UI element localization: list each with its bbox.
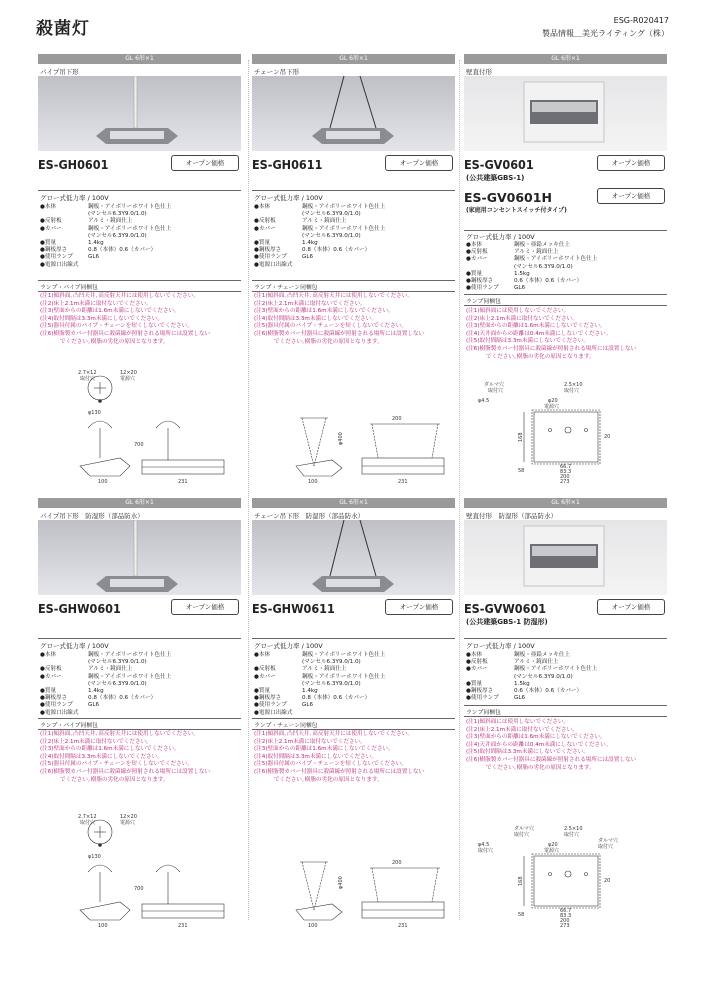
price-badge: オープン価格 [597,155,665,171]
product-photo [38,76,241,151]
divider [464,294,667,295]
spec-row: ●鋼板厚さ 0.8（本体）0.6（カバー） [40,247,157,254]
spec-row: ●カバー 鋼板・アイボリーホワイト色仕上 [466,666,598,673]
svg-text:取付穴: 取付穴 [564,832,580,838]
divider [252,291,455,292]
divider [252,729,455,730]
included-items: ランプ・チェーン同梱包 [254,723,318,729]
spec-row: ●本体 鋼板・亜鉛メッキ仕上 [466,242,570,248]
spec-row: (マンセル6.3Y9.0/1.0) [302,680,361,687]
svg-text:200: 200 [560,474,570,480]
spec-row: (マンセル6.3Y9.0/1.0) [88,232,147,239]
dimension-drawing [38,810,241,928]
svg-text:2.5×10: 2.5×10 [564,382,583,388]
svg-text:700: 700 [134,442,144,448]
spec-row: ●本体 鋼板・アイボリーホワイト色仕上 [254,204,386,210]
dimension-drawing [464,822,667,928]
document-id-block [542,14,669,40]
svg-text:電源穴: 電源穴 [120,376,136,382]
lamp-type-bar: GL 6形×1 [38,498,241,508]
svg-text:200: 200 [392,416,402,422]
model-number: ES-GH0601 [38,157,109,172]
spec-list [466,652,597,702]
product-cell-gv0601 [464,54,667,484]
lamp-type-bar: GL 6形×1 [252,54,455,64]
spec-heading: グロー式低力率 / 100V [254,194,323,202]
price-badge: オープン価格 [385,599,453,615]
spec-row: ●使用ランプ GL6 [466,285,526,292]
divider [464,716,667,717]
price-badge: オープン価格 [171,599,239,615]
svg-text:168: 168 [518,876,524,886]
divider [464,305,667,306]
model-number-variant: ES-GV0601H [464,190,552,205]
spec-row: ●反射板 アルミ・鏡面仕上 [40,666,133,673]
svg-text:168: 168 [518,432,524,442]
spec-row: ●使用ランプ GL6 [466,695,526,702]
mount-type: チェーン吊下形 防湿形（部品防水） [254,512,365,520]
spec-row: ●カバー 鋼板・アイボリーホワイト色仕上 [466,256,598,263]
svg-text:φ400: φ400 [338,876,344,889]
svg-text:φ4.5: φ4.5 [478,842,490,848]
mount-type: パイプ吊下形 [40,68,79,76]
spec-row: ●カバー 鋼板・アイボリーホワイト色仕上 [40,225,172,232]
column-separator [248,60,249,920]
svg-text:200: 200 [560,918,570,924]
spec-list [254,204,385,269]
spec-row: ●本体 鋼板・アイボリーホワイト色仕上 [254,652,386,658]
spec-list [40,652,171,717]
spec-row: ●反射板 アルミ・鏡面仕上 [466,659,559,666]
svg-text:φ130: φ130 [88,854,101,860]
spec-heading: グロー式低力率 / 100V [40,194,109,202]
spec-row: ●質量 1.5kg [466,680,530,687]
product-cell-gh0611 [252,54,455,484]
product-cell-gh0601 [38,54,241,484]
spec-row: ●質量 1.4kg [40,688,104,695]
spec-row: (マンセル6.3Y9.0/1.0) [88,680,147,687]
svg-text:58: 58 [518,468,525,474]
svg-text:ダルマ穴: ダルマ穴 [598,838,619,844]
svg-text:2.7×12: 2.7×12 [78,814,97,820]
svg-text:φ20: φ20 [548,842,558,848]
spec-row: (マンセル6.3Y9.0/1.0) [88,659,147,666]
included-items: ランプ・チェーン同梱包 [254,285,318,291]
svg-text:20: 20 [604,878,611,884]
spec-heading: グロー式低力率 / 100V [466,233,535,241]
product-photo [464,76,667,151]
spec-row: ●質量 1.4kg [254,240,318,247]
svg-text:200: 200 [392,860,402,866]
spec-row: ●鋼板厚さ 0.8（本体）0.6（カバー） [40,695,157,702]
svg-text:100: 100 [308,479,318,484]
svg-text:83.3: 83.3 [560,469,572,475]
model-number: ES-GH0611 [252,157,323,172]
spec-row: ●反射板 アルミ・鏡面仕上 [466,249,559,256]
included-items: ランプ・パイプ同梱包 [40,285,98,291]
document-source: 製品情報＿美光ライティング（株） [542,29,669,38]
svg-text:83.3: 83.3 [560,913,572,919]
price-badge: オープン価格 [171,155,239,171]
spec-row: (マンセル6.3Y9.0/1.0) [302,232,361,239]
page-title: 殺菌灯 [36,19,90,39]
spec-list [40,204,171,269]
caution-notes: (注1)傾斜面､凸凹天井､高反射天井には使用しないでください。 (注2)床上2.1m未満に取付ないでください。 (注3)壁面からの距離は1.6m未満にしないでください。 (注4)取付間隔は3.3m未満にしないでください。 (注5)器具付属のパイプ・チェーンを短くしないでください。 (注6)樹脂製カバー付器具に殺菌線が照射される場所には設置しない でください｡樹脂の劣化の原因となります。 [40,731,211,783]
product-cell-gvw0601 [464,498,667,928]
included-items: ランプ同梱包 [466,299,501,305]
divider [252,280,455,281]
model-number: ES-GHW0601 [38,601,121,616]
svg-text:58: 58 [518,912,525,918]
spec-row: ●使用ランプ GL6 [40,702,100,709]
svg-text:231: 231 [178,923,188,928]
spec-row: (マンセル6.3Y9.0/1.0) [302,211,361,218]
spec-row: ●電源口出線式 [40,709,79,716]
mount-type: パイプ吊下形 防湿形（部品防水） [40,512,144,520]
spec-row: ●鋼板厚さ 0.6（本体）0.6（カバー） [466,278,583,285]
svg-text:12×20: 12×20 [120,814,137,820]
dimension-drawing [464,378,667,484]
svg-text:取付穴: 取付穴 [488,388,504,394]
divider [38,190,241,191]
caution-notes: (注1)傾斜面には使用しないでください。 (注2)床上2.1m未満に取付ないでください。 (注3)壁面からの距離は1.6m未満にしないでください。 (注4)天井面からの距離は0.4m未満にしないでください。 (注5)取付間隔は3.3m未満にしないでください。 (注6)樹脂製カバー付器具に殺菌線が照射される場所には設置しない でください｡樹脂の劣化の原因となります。 [466,308,637,360]
svg-text:2.5×10: 2.5×10 [564,826,583,832]
dimension-drawing [38,366,241,484]
spec-row: ●反射板 アルミ・鏡面仕上 [254,666,347,673]
caution-notes: (注1)傾斜面には使用しないでください。 (注2)床上2.1m未満に取付ないでください。 (注3)壁面からの距離は1.6m未満にしないでください。 (注4)天井面からの距離は0.4m未満にしないでください。 (注5)取付間隔は3.3m未満にしないでください。 (注6)樹脂製カバー付器具に殺菌線が照射される場所には設置しない でください｡樹脂の劣化の原因となります。 [466,719,637,771]
model-standard: (公共建築GBS-1 防湿形) [466,618,548,626]
spec-row: ●質量 1.5kg [466,270,530,277]
svg-text:取付穴: 取付穴 [514,832,530,838]
product-cell-ghw0601 [38,498,241,928]
svg-text:φ4.5: φ4.5 [478,398,490,404]
spec-row: ●電源口出線式 [254,709,293,716]
model-number: ES-GVW0601 [464,601,547,616]
spec-row: (マンセル6.3Y9.0/1.0) [514,673,573,680]
model-variant-note: (家庭用コンセントスイッチ付タイプ) [466,207,567,214]
spec-row: ●カバー 鋼板・アイボリーホワイト色仕上 [40,673,172,680]
divider [38,729,241,730]
divider [464,705,667,706]
spec-row: ●使用ランプ GL6 [254,702,314,709]
svg-text:取付穴: 取付穴 [598,844,614,850]
lamp-type-bar: GL 6形×1 [38,54,241,64]
svg-text:取付穴: 取付穴 [564,388,580,394]
mount-type: 壁直付形 [466,68,492,76]
divider [252,190,455,191]
spec-row: (マンセル6.3Y9.0/1.0) [514,263,573,270]
spec-row: ●電源口出線式 [254,261,293,268]
column-separator [459,60,460,920]
spec-row: ●鋼板厚さ 0.6（本体）0.6（カバー） [466,688,583,695]
svg-text:231: 231 [398,923,408,928]
svg-text:66.7: 66.7 [560,464,572,470]
spec-row: ●質量 1.4kg [254,688,318,695]
spec-row: ●カバー 鋼板・アイボリーホワイト色仕上 [254,673,386,680]
svg-text:取付穴: 取付穴 [478,848,494,854]
spec-row: ●反射板 アルミ・鏡面仕上 [254,218,347,225]
spec-row: ●本体 鋼板・アイボリーホワイト色仕上 [40,652,172,658]
caution-notes: (注1)傾斜面､凸凹天井､高反射天井には使用しないでください。 (注2)床上2.1m未満に取付ないでください。 (注3)壁面からの距離は1.6m未満にしないでください。 (注4)取付間隔は3.3m未満にしないでください。 (注5)器具付属のパイプ・チェーンを短くしないでください。 (注6)樹脂製カバー付器具に殺菌線が照射される場所には設置しない でください｡樹脂の劣化の原因となります。 [254,293,425,345]
svg-text:12×20: 12×20 [120,370,137,376]
product-photo [252,520,455,595]
svg-text:φ130: φ130 [88,410,101,416]
spec-heading: グロー式低力率 / 100V [254,642,323,650]
svg-text:電源穴: 電源穴 [544,404,560,410]
svg-text:ダルマ穴: ダルマ穴 [514,826,535,832]
spec-heading: グロー式低力率 / 100V [40,642,109,650]
svg-text:20: 20 [604,434,611,440]
included-items: ランプ・パイプ同梱包 [40,723,98,729]
lamp-type-bar: GL 6形×1 [464,498,667,508]
lamp-type-bar: GL 6形×1 [464,54,667,64]
included-items: ランプ同梱包 [466,710,501,716]
price-badge: オープン価格 [385,155,453,171]
spec-row: ●カバー 鋼板・アイボリーホワイト色仕上 [254,225,386,232]
spec-list [466,242,597,292]
svg-text:231: 231 [178,479,188,484]
product-cell-ghw0611 [252,498,455,928]
dimension-drawing [252,810,455,928]
svg-text:100: 100 [98,479,108,484]
svg-text:電源穴: 電源穴 [120,820,136,826]
mount-type: 壁直付形 防湿形（部品防水） [466,512,557,520]
spec-row: ●鋼板厚さ 0.8（本体）0.6（カバー） [254,695,371,702]
spec-row: ●反射板 アルミ・鏡面仕上 [40,218,133,225]
svg-text:100: 100 [308,923,318,928]
svg-text:66.7: 66.7 [560,908,572,914]
divider [38,291,241,292]
price-badge-variant: オープン価格 [597,188,665,204]
product-photo [252,76,455,151]
spec-list [254,652,385,717]
dimension-drawing [252,366,455,484]
svg-text:電源穴: 電源穴 [544,848,560,854]
svg-text:700: 700 [134,886,144,892]
spec-row: (マンセル6.3Y9.0/1.0) [302,659,361,666]
svg-text:φ400: φ400 [338,432,344,445]
mount-type: チェーン吊下形 [254,68,300,76]
divider [38,280,241,281]
spec-row: ●使用ランプ GL6 [40,254,100,261]
lamp-type-bar: GL 6形×1 [252,498,455,508]
divider [38,718,241,719]
svg-text:取付穴: 取付穴 [80,376,96,382]
model-number: ES-GHW0611 [252,601,335,616]
svg-text:273: 273 [560,479,570,484]
caution-notes: (注1)傾斜面､凸凹天井､高反射天井には使用しないでください。 (注2)床上2.1m未満に取付ないでください。 (注3)壁面からの距離は1.6m未満にしないでください。 (注4)取付間隔は3.3m未満にしないでください。 (注5)器具付属のパイプ・チェーンを短くしないでください。 (注6)樹脂製カバー付器具に殺菌線が照射される場所には設置しない でください｡樹脂の劣化の原因となります。 [40,293,211,345]
svg-text:273: 273 [560,923,570,928]
model-number: ES-GV0601 [464,157,534,172]
document-id: ESG-R020417 [613,16,669,25]
divider [252,638,455,639]
spec-row: ●使用ランプ GL6 [254,254,314,261]
spec-row: ●鋼板厚さ 0.8（本体）0.6（カバー） [254,247,371,254]
svg-text:取付穴: 取付穴 [80,820,96,826]
svg-text:2.7×12: 2.7×12 [78,370,97,376]
model-standard: (公共建築GBS-1) [466,174,525,182]
divider [464,638,667,639]
price-badge: オープン価格 [597,599,665,615]
svg-text:ダルマ穴: ダルマ穴 [484,382,505,388]
svg-text:φ20: φ20 [548,398,558,404]
spec-row: ●電源口出線式 [40,261,79,268]
spec-row: (マンセル6.3Y9.0/1.0) [88,211,147,218]
svg-text:100: 100 [98,923,108,928]
svg-text:231: 231 [398,479,408,484]
product-photo [464,520,667,595]
divider [464,230,667,231]
spec-row: ●質量 1.4kg [40,240,104,247]
spec-heading: グロー式低力率 / 100V [466,642,535,650]
spec-row: ●本体 鋼板・アイボリーホワイト色仕上 [40,204,172,210]
spec-row: ●本体 鋼板・亜鉛メッキ仕上 [466,652,570,658]
divider [252,718,455,719]
caution-notes: (注1)傾斜面､凸凹天井､高反射天井には使用しないでください。 (注2)床上2.1m未満に取付ないでください。 (注3)壁面からの距離は1.6m未満にしないでください。 (注4)取付間隔は3.3m未満にしないでください。 (注5)器具付属のパイプ・チェーンを短くしないでください。 (注6)樹脂製カバー付器具に殺菌線が照射される場所には設置しない でください｡樹脂の劣化の原因となります。 [254,731,425,783]
product-photo [38,520,241,595]
divider [38,638,241,639]
